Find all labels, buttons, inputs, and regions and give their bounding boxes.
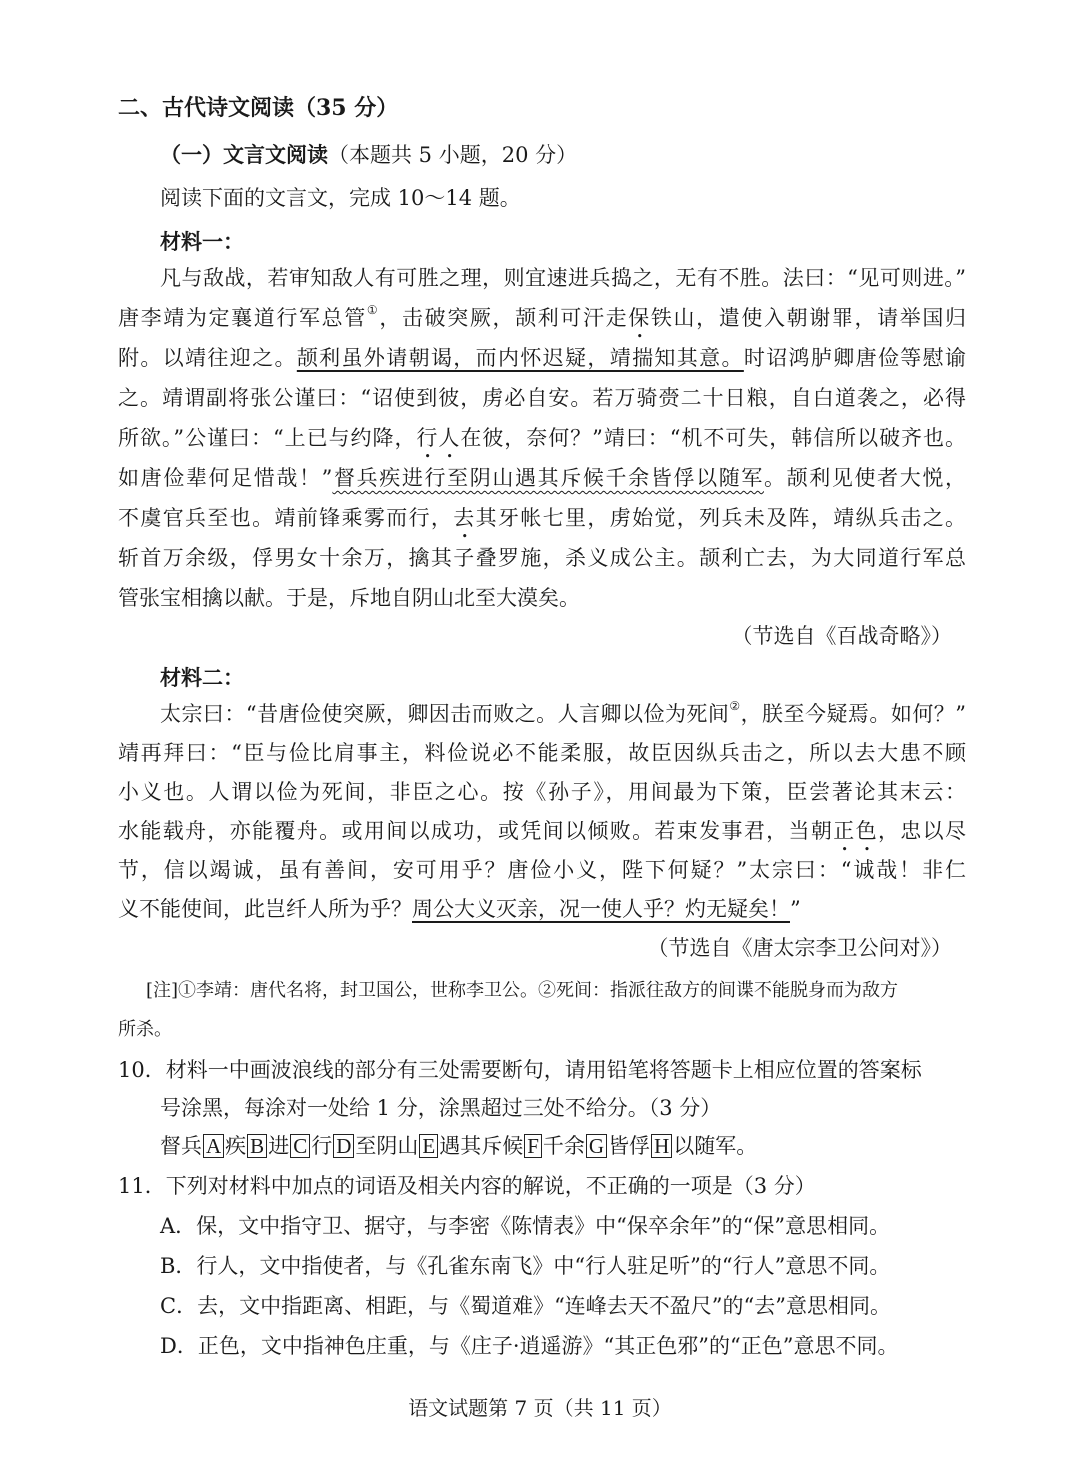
wavy-underlined-passage: 督兵疾进行至阴山遇其斥候千余皆俘以随军 [332, 466, 764, 490]
material1-line-6: 如唐俭辈何足惜哉！”督兵疾进行至阴山遇其斥候千余皆俘以随军。颉利见使者大悦， [118, 466, 966, 490]
material1-line-3: 附。以靖往迎之。颉利虽外请朝谒，而内怀迟疑，靖揣知其意。时诏鸿胪卿唐俭等慰谕 [118, 346, 967, 370]
material2-source: （节选自《唐太宗李卫公问对》） [647, 936, 952, 960]
material2-line-1: 太宗曰：“昔唐俭使突厥，卿因击而败之。人言卿以俭为死间②，朕至今疑焉。如何？” [160, 699, 966, 726]
material2-line-6: 义不能使间，此岂纤人所为乎？周公大义灭亲，况一使人乎？灼无疑矣！” [118, 897, 801, 921]
material1-line-9: 管张宝相擒以献。于是，斥地自阴山北至大漠矣。 [118, 586, 580, 610]
answer-box-g[interactable]: G [586, 1134, 607, 1158]
sub-heading-rest: （本题共 5 小题，20 分） [328, 143, 578, 167]
answer-box-b[interactable]: B [247, 1134, 267, 1158]
q11-option-a: A．保，文中指守卫、据守，与李密《陈情表》中“保卒余年”的“保”意思相同。 [160, 1214, 891, 1238]
material2-line-4: 水能载舟，亦能覆舟。或用间以成功，或凭间以倾败。若束发事君，当朝正色，忠以尽 [118, 819, 967, 843]
q10-stem-line-2: 号涂黑，每涂对一处给 1 分，涂黑超过三处不给分。（3 分） [160, 1096, 722, 1120]
material2-line-3: 小义也。人谓以俭为死间，非臣之心。按《孙子》，用间最为下策，臣尝著论其末云： [118, 780, 966, 804]
dotted-word-zhengse: 正色 [833, 819, 878, 843]
section-heading: 二、古代诗文阅读（35 分） [118, 95, 399, 121]
material1-line-5: 所欲。”公谨曰：“上已与约降，行人在彼，奈何？”靖曰：“机不可失，韩信所以破齐也。 [118, 426, 966, 450]
material1-line-7: 不虞官兵至也。靖前锋乘雾而行，去其牙帐七里，虏始觉，列兵未及阵，靖纵兵击之。 [118, 506, 967, 530]
material2-line-2: 靖再拜曰：“臣与俭比肩事主，料俭说必不能柔服，故臣因纵兵击之，所以去大患不顾 [118, 741, 966, 765]
material1-line-4: 之。靖谓副将张公谨曰：“诏使到彼，虏必自安。若万骑赍二十日粮，自白道袭之，必得 [118, 386, 966, 410]
answer-box-h[interactable]: H [651, 1134, 672, 1158]
underlined-sentence-2: 周公大义灭亲，况一使人乎？灼无疑矣！ [412, 897, 790, 921]
answer-box-a[interactable]: A [203, 1134, 224, 1158]
sub-heading-bold: （一）文言文阅读 [160, 142, 328, 167]
material1-line-2: 唐李靖为定襄道行军总管①，击破突厥，颉利可汗走保铁山，遣使入朝谢罪，请举国归 [118, 303, 967, 330]
q11-option-c: C．去，文中指距离、相距，与《蜀道难》“连峰去天不盈尺”的“去”意思相同。 [160, 1294, 892, 1318]
footnote-ref-1: ① [366, 303, 380, 317]
answer-box-d[interactable]: D [333, 1134, 354, 1158]
dotted-word-bao: 保 [628, 306, 651, 330]
material1-line-1: 凡与敌战，若审知敌人有可胜之理，则宜速进兵捣之，无有不胜。法曰：“见可则进。” [160, 266, 966, 290]
footnote-ref-2: ② [729, 699, 741, 713]
dotted-word-xingren: 行人 [416, 426, 461, 450]
material1-source: （节选自《百战奇略》） [731, 624, 952, 648]
material1-label: 材料一： [160, 229, 244, 254]
q10-stem-line-1: 10．材料一中画波浪线的部分有三处需要断句，请用铅笔将答题卡上相应位置的答案标 [118, 1058, 922, 1082]
instruction: 阅读下面的文言文，完成 10～14 题。 [160, 186, 521, 210]
q11-option-b: B．行人，文中指使者，与《孔雀东南飞》中“行人驻足听”的“行人”意思不同。 [160, 1254, 891, 1278]
q10-answer-line: 督兵 A 疾 B 进 C 行 D 至阴山 E 遇其斥候 F 千余 G 皆俘 H 以随军。 [160, 1134, 758, 1158]
notes-line-2: 所杀。 [118, 1019, 172, 1040]
q11-option-d: D．正色，文中指神色庄重，与《庄子·逍遥游》“其正色邪”的“正色”意思不同。 [160, 1334, 899, 1358]
answer-box-e[interactable]: E [419, 1134, 438, 1158]
q11-stem: 11．下列对材料中加点的词语及相关内容的解说，不正确的一项是（3 分） [118, 1174, 816, 1198]
answer-box-f[interactable]: F [524, 1134, 542, 1158]
notes-line-1: [注]①李靖：唐代名将，封卫国公，世称李卫公。②死间：指派往敌方的间谍不能脱身而为敌方 [146, 980, 899, 1001]
answer-box-c[interactable]: C [290, 1134, 310, 1158]
material1-line-8: 斩首万余级，俘男女十余万，擒其子叠罗施，杀义成公主。颉利亡去，为大同道行军总 [118, 546, 966, 570]
dotted-word-qu: 去 [453, 506, 476, 530]
sub-heading [160, 141, 577, 169]
material2-line-5: 节，信以竭诚，虽有善间，安可用乎？唐俭小义，陛下何疑？”太宗曰：“诚哉！非仁 [118, 858, 966, 882]
page-footer: 语文试题第 7 页（共 11 页） [408, 1396, 672, 1420]
material2-label: 材料二： [160, 665, 244, 690]
underlined-sentence-1: 颉利虽外请朝谒，而内怀迟疑，靖揣知其意。 [296, 346, 744, 370]
